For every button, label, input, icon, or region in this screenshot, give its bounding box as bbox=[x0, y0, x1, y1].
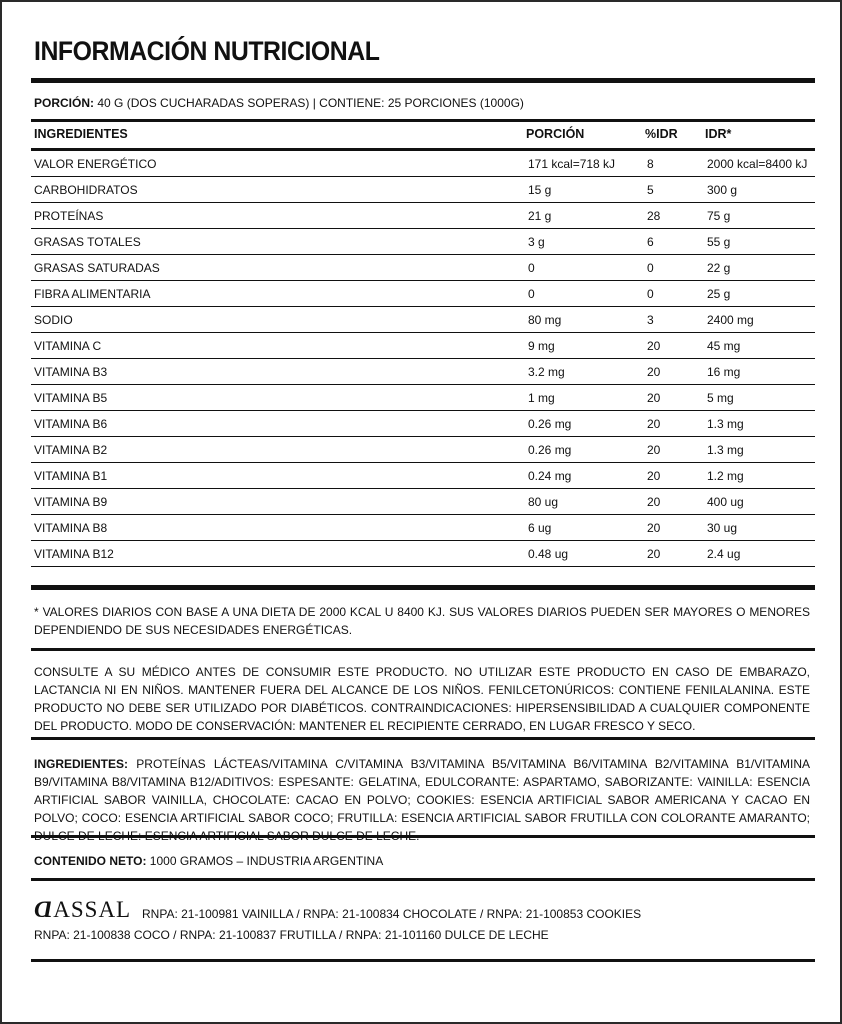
nutrient-idr: 300 g bbox=[707, 177, 815, 203]
nutrient-idr-pct: 5 bbox=[647, 177, 707, 203]
nutrient-idr-pct: 20 bbox=[647, 463, 707, 489]
serving-info bbox=[34, 96, 524, 110]
nutrient-idr-pct: 20 bbox=[647, 437, 707, 463]
nutrient-idr-pct: 6 bbox=[647, 229, 707, 255]
net-content-text: 1000 GRAMOS – INDUSTRIA ARGENTINA bbox=[149, 854, 384, 868]
table-row bbox=[31, 463, 815, 489]
table-row bbox=[31, 489, 815, 515]
divider bbox=[31, 878, 815, 881]
header-ingredientes: INGREDIENTES bbox=[34, 127, 128, 141]
nutrient-name: VALOR ENERGÉTICO bbox=[31, 151, 528, 177]
nutrient-porcion: 3.2 mg bbox=[528, 359, 647, 385]
nutrient-name: VITAMINA B1 bbox=[31, 463, 528, 489]
divider bbox=[31, 585, 815, 590]
table-row bbox=[31, 151, 815, 177]
ingredients-list: PROTEÍNAS LÁCTEAS/VITAMINA C/VITAMINA B3/VITAMINA B5/VITAMINA B6/VITAMINA B2/VITAMINA B1/VITAMINA B9/VITAMINA B8/VITAMINA B12/ADITIVOS: ESPESANTE: GELATINA, EDULCORANTE: ASPARTAMO, SABORIZANTE: VAINILLA: ESENCIA ARTIFICIAL SABOR VAINILLA, CHOCOLATE: CACAO EN POLVO; COOKIES: ESENCIA ARTIFICIAL SABOR AMERICANA Y CACAO EN POLVO; COCO: ESENCIA ARTIFICIAL SABOR COCO; FRUTILLA: ESENCIA ARTIFICIAL SABOR FRUTILLA CON COLORANTE AMARANTO; bbox=[34, 757, 810, 825]
nutrient-idr: 400 ug bbox=[707, 489, 815, 515]
header-idr-pct: %IDR bbox=[645, 127, 678, 141]
nutrient-idr: 30 ug bbox=[707, 515, 815, 541]
nutrient-idr-pct: 3 bbox=[647, 307, 707, 333]
nutrient-porcion: 171 kcal=718 kJ bbox=[528, 151, 647, 177]
header-porcion: PORCIÓN bbox=[526, 127, 585, 141]
nutrient-porcion: 0.24 mg bbox=[528, 463, 647, 489]
divider bbox=[31, 119, 815, 122]
nutrient-name: VITAMINA B8 bbox=[31, 515, 528, 541]
nutrient-name: VITAMINA B12 bbox=[31, 541, 528, 567]
nutrient-porcion: 0.48 ug bbox=[528, 541, 647, 567]
nutrient-porcion: 9 mg bbox=[528, 333, 647, 359]
table-row bbox=[31, 203, 815, 229]
nutrient-porcion: 3 g bbox=[528, 229, 647, 255]
rnpa-line-2: RNPA: 21-100838 COCO / RNPA: 21-100837 FRUTILLA / RNPA: 21-101160 DULCE DE LECHE bbox=[34, 928, 549, 942]
nutrient-idr: 2.4 ug bbox=[707, 541, 815, 567]
brand-logo-text: ASSAL bbox=[53, 897, 132, 922]
nutrient-idr: 1.3 mg bbox=[707, 437, 815, 463]
nutrient-idr: 5 mg bbox=[707, 385, 815, 411]
nutrient-idr-pct: 20 bbox=[647, 515, 707, 541]
nutrient-idr: 2400 mg bbox=[707, 307, 815, 333]
nutrient-porcion: 80 ug bbox=[528, 489, 647, 515]
nutrient-idr-pct: 20 bbox=[647, 333, 707, 359]
nutrient-idr-pct: 0 bbox=[647, 255, 707, 281]
nutrient-idr-pct: 20 bbox=[647, 489, 707, 515]
nutrient-name: SODIO bbox=[31, 307, 528, 333]
nutrient-name: VITAMINA B9 bbox=[31, 489, 528, 515]
warning-text: CONSULTE A SU MÉDICO ANTES DE CONSUMIR ESTE PRODUCTO. NO UTILIZAR ESTE PRODUCTO EN CASO DE EMBARAZO, LACTANCIA NI EN NIÑOS. MANTENER FUERA DEL ALCANCE DE LOS NIÑOS. FENILCETONÚRICOS: CONTIENE FENILALANINA. ESTE PRODUCTO NO DEBE SER UTILIZADO POR DIABÉTICOS. CONTRAINDICACIONES: HIPERSENSIBILIDAD A CUALQUIER COMPONENTE DEL PRODUCTO. MODO DE CONSERVACIÓN: MANTENER EL RECIPIENTE CERRADO, EN LUGAR FRESCO Y SECO. bbox=[34, 665, 810, 733]
ingredients-label: INGREDIENTES: bbox=[34, 757, 129, 771]
rnpa-line-1: RNPA: 21-100981 VAINILLA / RNPA: 21-100834 CHOCOLATE / RNPA: 21-100853 COOKIES bbox=[142, 907, 642, 921]
nutrient-name: GRASAS SATURADAS bbox=[31, 255, 528, 281]
nutrient-idr-pct: 8 bbox=[647, 151, 707, 177]
nutrient-idr: 1.2 mg bbox=[707, 463, 815, 489]
nutrient-idr: 2000 kcal=8400 kJ bbox=[707, 151, 815, 177]
table-row bbox=[31, 281, 815, 307]
nutrient-idr-pct: 0 bbox=[647, 281, 707, 307]
nutrient-idr-pct: 20 bbox=[647, 359, 707, 385]
nutrient-name: VITAMINA B3 bbox=[31, 359, 528, 385]
table-row bbox=[31, 177, 815, 203]
table-row bbox=[31, 307, 815, 333]
nutrient-name: VITAMINA B6 bbox=[31, 411, 528, 437]
nutrient-name: FIBRA ALIMENTARIA bbox=[31, 281, 528, 307]
table-row bbox=[31, 229, 815, 255]
nutrient-porcion: 0 bbox=[528, 281, 647, 307]
table-row bbox=[31, 515, 815, 541]
table-row bbox=[31, 411, 815, 437]
nutrient-name: CARBOHIDRATOS bbox=[31, 177, 528, 203]
table-row bbox=[31, 359, 815, 385]
nutrient-idr: 45 mg bbox=[707, 333, 815, 359]
brand-logo bbox=[34, 897, 131, 923]
table-row bbox=[31, 437, 815, 463]
footnote: * VALORES DIARIOS CON BASE A UNA DIETA DE 2000 KCAL U 8400 KJ. SUS VALORES DIARIOS PUEDEN SER MAYORES O MENORES DEPENDIENDO DE SUS NECESIDADES ENERGÉTICAS. bbox=[34, 605, 810, 637]
nutrient-idr: 25 g bbox=[707, 281, 815, 307]
divider bbox=[31, 835, 815, 838]
net-content-label: CONTENIDO NETO: bbox=[34, 854, 147, 868]
nutrient-porcion: 0.26 mg bbox=[528, 437, 647, 463]
table-row bbox=[31, 333, 815, 359]
table-row bbox=[31, 541, 815, 567]
nutrient-porcion: 0 bbox=[528, 255, 647, 281]
nutrient-idr-pct: 28 bbox=[647, 203, 707, 229]
nutrient-porcion: 21 g bbox=[528, 203, 647, 229]
nutrient-idr: 1.3 mg bbox=[707, 411, 815, 437]
table-row bbox=[31, 255, 815, 281]
nutrient-name: VITAMINA B5 bbox=[31, 385, 528, 411]
nutrient-name: VITAMINA C bbox=[31, 333, 528, 359]
nutrient-idr: 22 g bbox=[707, 255, 815, 281]
nutrient-idr-pct: 20 bbox=[647, 385, 707, 411]
nutrient-idr-pct: 20 bbox=[647, 411, 707, 437]
divider bbox=[31, 959, 815, 962]
nutrient-porcion: 1 mg bbox=[528, 385, 647, 411]
page-title: INFORMACIÓN NUTRICIONAL bbox=[34, 36, 380, 66]
nutrient-porcion: 80 mg bbox=[528, 307, 647, 333]
nutrient-name: VITAMINA B2 bbox=[31, 437, 528, 463]
divider bbox=[31, 737, 815, 740]
nutrient-porcion: 6 ug bbox=[528, 515, 647, 541]
divider bbox=[31, 648, 815, 651]
nutrient-idr: 55 g bbox=[707, 229, 815, 255]
nutrient-porcion: 15 g bbox=[528, 177, 647, 203]
nutrient-name: GRASAS TOTALES bbox=[31, 229, 528, 255]
nutrient-idr: 16 mg bbox=[707, 359, 815, 385]
header-idr: IDR* bbox=[705, 127, 732, 141]
nutrient-idr-pct: 20 bbox=[647, 541, 707, 567]
table-row bbox=[31, 385, 815, 411]
nutrient-porcion: 0.26 mg bbox=[528, 411, 647, 437]
ingredients-text bbox=[34, 755, 810, 845]
serving-text: 40 G (DOS CUCHARADAS SOPERAS) | CONTIENE: 25 PORCIONES (1000G) bbox=[97, 96, 524, 110]
nutrition-table bbox=[31, 151, 815, 567]
serving-label: PORCIÓN: bbox=[34, 96, 94, 110]
divider bbox=[31, 78, 815, 83]
nutrient-name: PROTEÍNAS bbox=[31, 203, 528, 229]
nutrient-idr: 75 g bbox=[707, 203, 815, 229]
net-content bbox=[34, 852, 810, 870]
brand-swirl-icon: Ɑ bbox=[34, 897, 54, 922]
